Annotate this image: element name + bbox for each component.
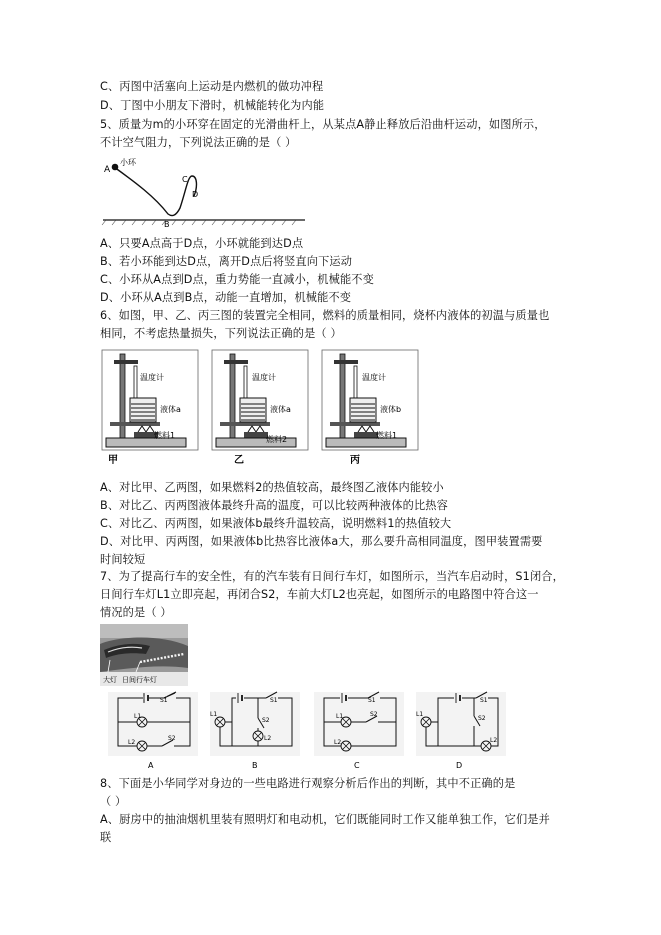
svg-text:L2: L2	[264, 735, 272, 742]
svg-text:L1: L1	[134, 713, 142, 720]
figure-7-car-photo	[100, 624, 188, 686]
svg-text:L2: L2	[128, 739, 136, 746]
text-line: A、只要A点高于D点，小环就能到达D点	[100, 237, 304, 250]
label-liquid: 液体b	[380, 405, 402, 414]
text-line: 不计空气阻力，下列说法正确的是（ ）	[100, 136, 297, 149]
text-line: C、小环从A点到D点，重力势能一直减小，机械能不变	[100, 273, 374, 286]
label-b: B	[164, 220, 170, 228]
text-line: A、对比甲、乙两图，如果燃料2的热值较高，最终图乙液体内能较小	[100, 481, 444, 494]
svg-text:L1: L1	[210, 711, 218, 718]
svg-text:S1: S1	[270, 697, 278, 704]
svg-text:S1: S1	[160, 697, 168, 704]
label-d: D	[192, 190, 199, 199]
apparatus-bing	[322, 350, 418, 466]
apparatus-jia	[102, 350, 198, 466]
text-line: 6、如图，甲、乙、丙三图的装置完全相同，燃料的质量相同，烧杯内液体的初温与质量也	[100, 309, 550, 322]
caption-c: C	[354, 761, 360, 770]
svg-text:S2: S2	[478, 715, 486, 722]
text-line: 联	[100, 831, 112, 844]
text-line: C、对比乙、丙两图，如果液体b最终升温较高，说明燃料1的热值较大	[100, 517, 452, 530]
text-line: D、丁图中小朋友下滑时，机械能转化为内能	[100, 99, 325, 112]
label-c: C	[182, 175, 188, 184]
text-line: 时间较短	[100, 553, 146, 566]
caption-jia: 甲	[108, 455, 118, 466]
figure-7-circuits	[106, 690, 506, 770]
svg-text:L2: L2	[334, 739, 342, 746]
label-fuel: 燃料1	[154, 431, 176, 440]
text-line: （ ）	[100, 795, 127, 808]
svg-text:S1: S1	[480, 697, 488, 704]
label-a: A	[104, 165, 111, 175]
text-line: 5、质量为m的小环穿在固定的光滑曲杆上，从某点A静止释放后沿曲杆运动，如图所示，	[100, 118, 546, 131]
text-line: 8、下面是小华同学对身边的一些电路进行观察分析后作出的判断，其中不正确的是	[100, 777, 516, 790]
label-thermometer: 温度计	[362, 373, 386, 382]
figure-5-curved-rod	[100, 152, 310, 228]
text-line: D、对比甲、丙两图，如果液体b比热容比液体a大，那么要升高相同温度，图甲装置需要	[100, 535, 543, 548]
text-line: D、小环从A点到B点，动能一直增加，机械能不变	[100, 291, 352, 304]
text-line: B、若小环能到达D点，离开D点后将竖直向下运动	[100, 255, 353, 268]
text-line: 相同，不考虑热量损失，下列说法正确的是（ ）	[100, 327, 342, 340]
svg-text:S1: S1	[368, 697, 376, 704]
label-thermometer: 温度计	[252, 373, 276, 382]
circuit-b	[210, 692, 300, 770]
circuit-c	[314, 692, 404, 770]
svg-text:S2: S2	[370, 711, 378, 718]
text-line: A、厨房中的抽油烟机里装有照明灯和电动机，它们既能同时工作又能单独工作，它们是并	[100, 813, 550, 826]
caption-d: D	[456, 761, 463, 770]
caption-bing: 丙	[350, 455, 360, 466]
label-liquid: 液体a	[270, 405, 291, 414]
label-fuel: 燃料2	[266, 435, 288, 444]
text-line: B、对比乙、丙两图液体最终升高的温度，可以比较两种液体的比热容	[100, 499, 448, 512]
svg-text:L2: L2	[490, 737, 498, 744]
apparatus-yi	[212, 350, 308, 466]
svg-text:S2: S2	[262, 717, 270, 724]
label-headlight: 大灯	[103, 676, 117, 684]
label-thermometer: 温度计	[140, 373, 164, 382]
caption-a: A	[148, 761, 154, 770]
label-fuel: 燃料1	[376, 431, 398, 440]
text-line: C、丙图中活塞向上运动是内燃机的做功冲程	[100, 80, 324, 93]
svg-text:L1: L1	[336, 713, 344, 720]
text-line: 7、为了提高行车的安全性，有的汽车装有日间行车灯，如图所示，当汽车启动时，S1闭合，	[100, 570, 564, 583]
text-line: 日间行车灯L1立即亮起，再闭合S2，车前大灯L2也亮起，如图所示的电路图中符合这一	[100, 588, 539, 601]
svg-text:L1: L1	[416, 711, 424, 718]
svg-text:S2: S2	[168, 735, 176, 742]
label-liquid: 液体a	[160, 405, 181, 414]
label-ring: 小环	[120, 158, 136, 167]
circuit-a	[108, 692, 198, 770]
circuit-d	[416, 692, 506, 770]
label-daylight: 日间行车灯	[122, 676, 157, 684]
text-line: 情况的是（ ）	[100, 606, 172, 619]
caption-yi: 乙	[234, 455, 244, 466]
caption-b: B	[252, 761, 258, 770]
figure-6-heating-apparatus	[100, 346, 420, 474]
